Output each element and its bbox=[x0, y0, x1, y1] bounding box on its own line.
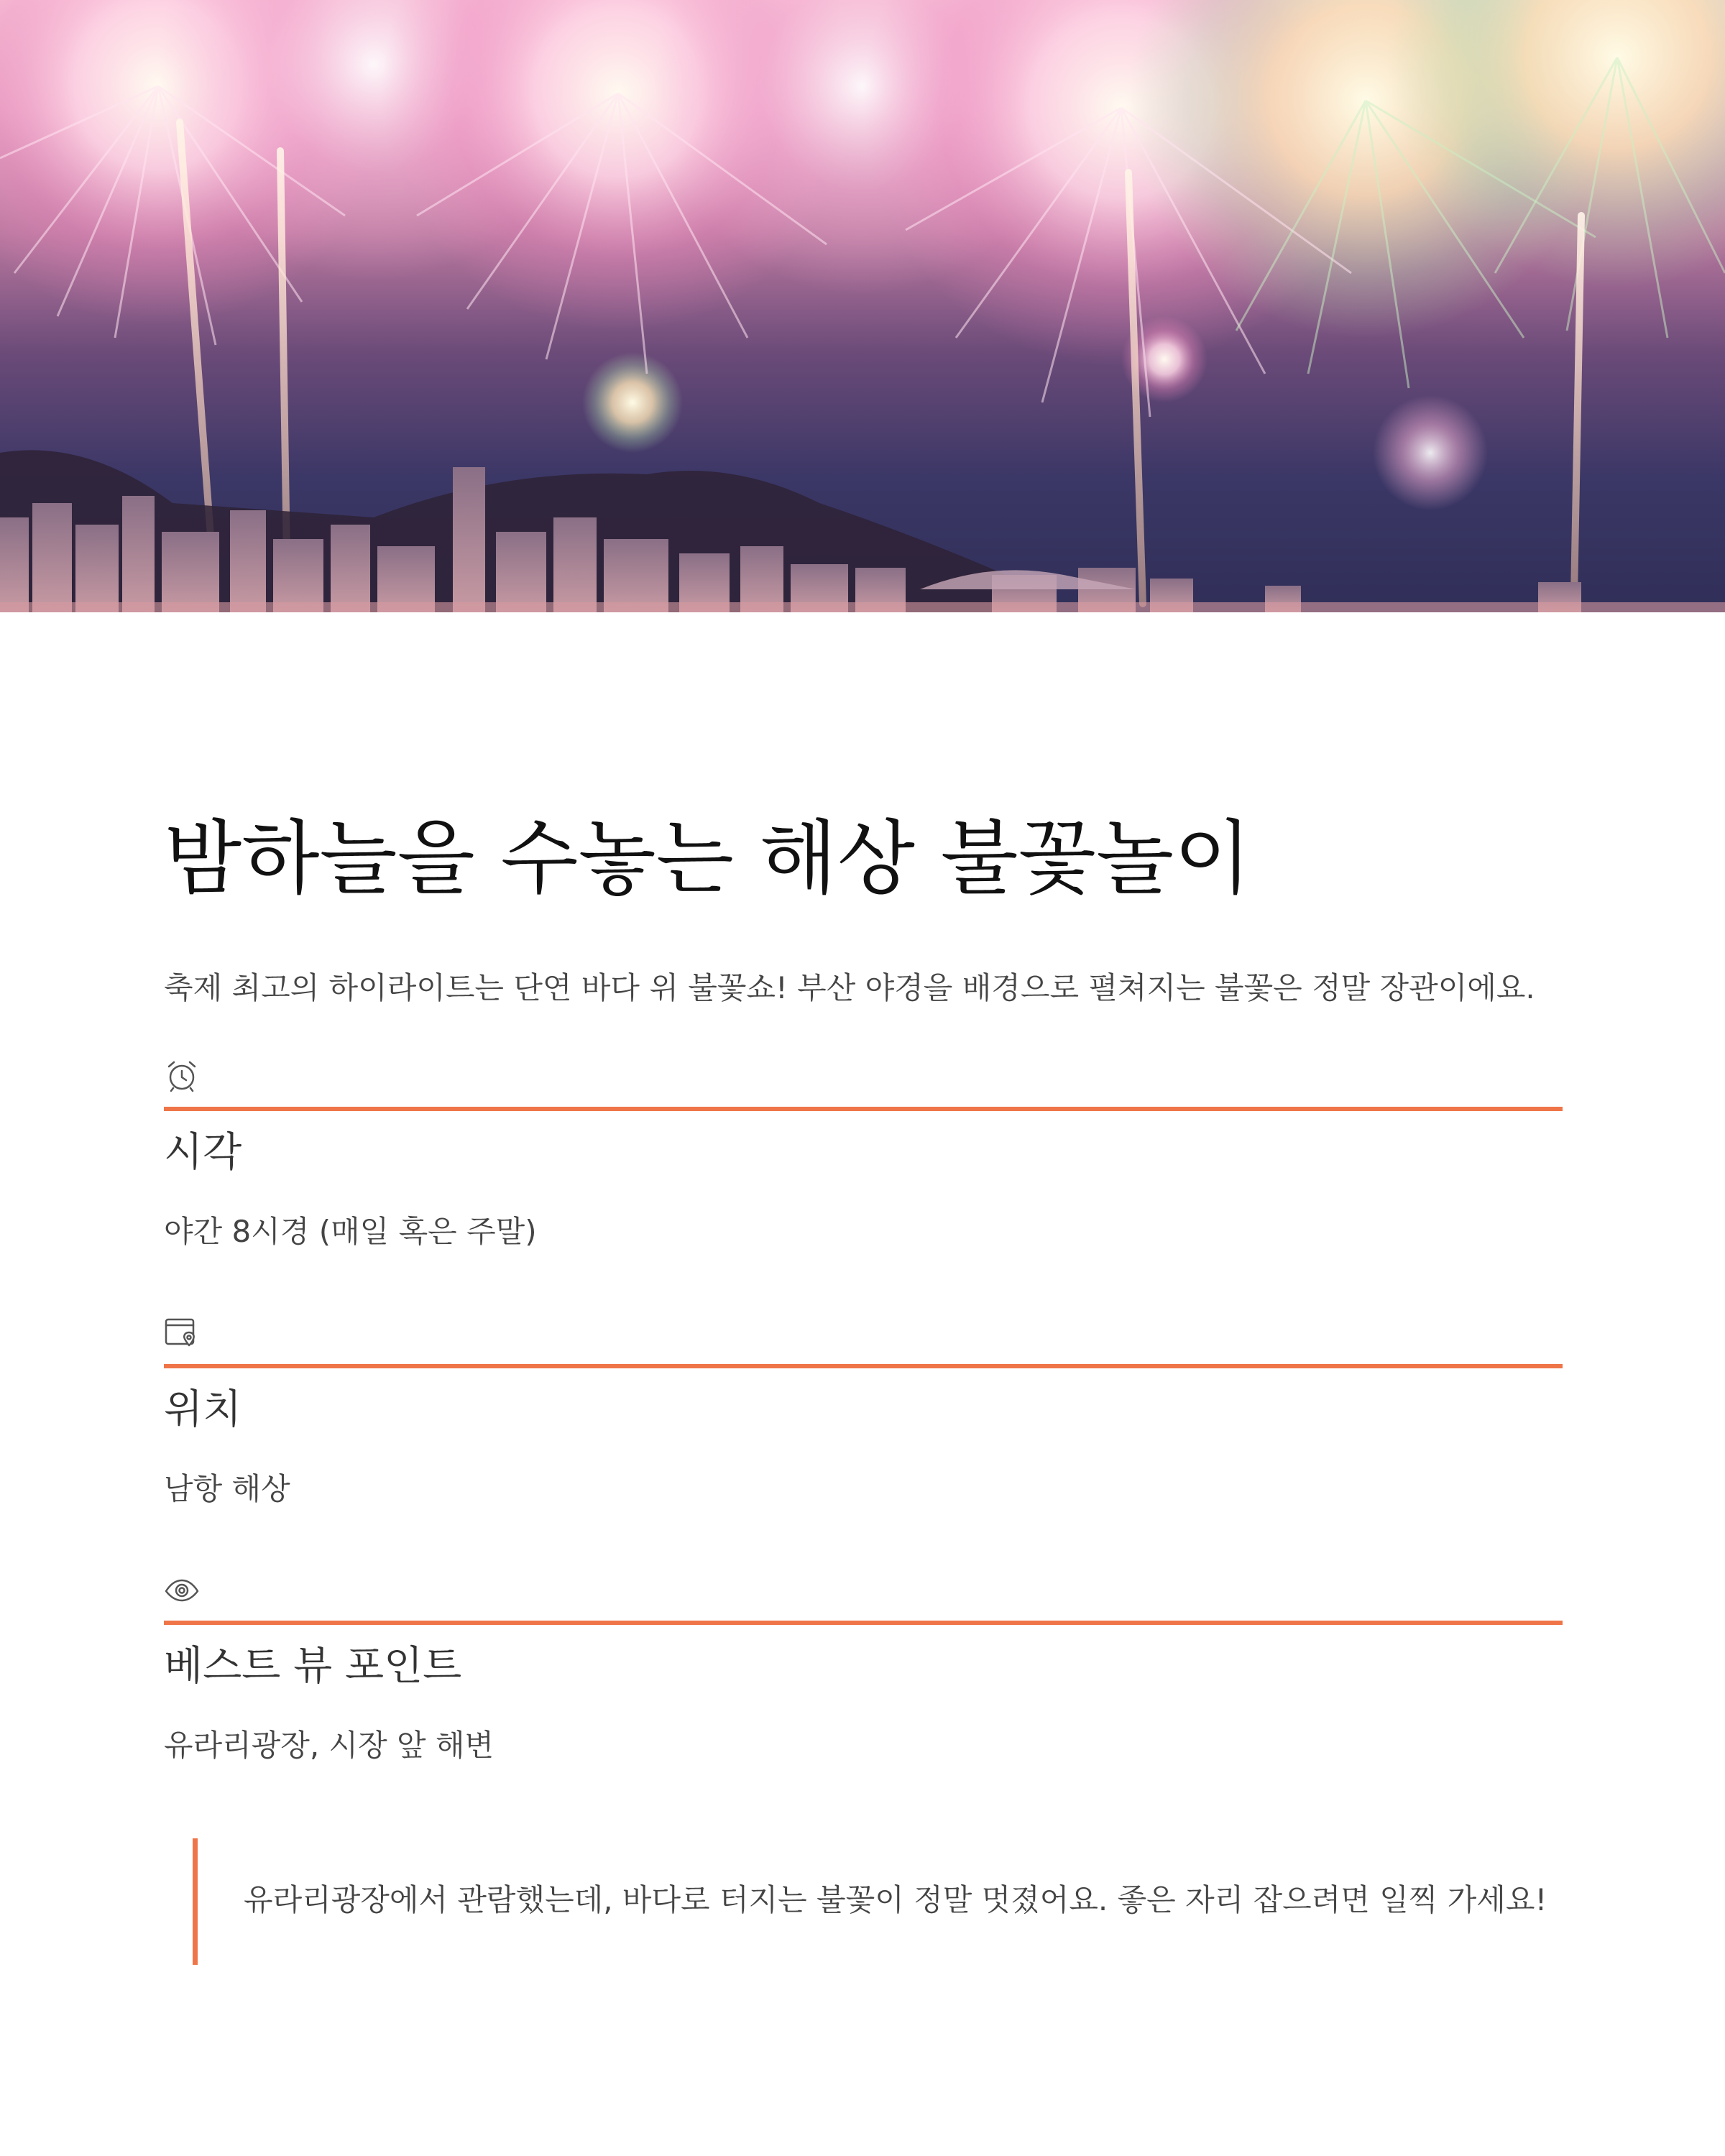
quote-text: 유라리광장에서 관람했는데, 바다로 터지는 불꽃이 정말 멋졌어요. 좋은 자리 잡으려면 일찍 가세요! bbox=[244, 1882, 1547, 1917]
eye-icon bbox=[164, 1572, 200, 1608]
section-divider bbox=[164, 1621, 1563, 1625]
detail-label: 위치 bbox=[164, 1386, 242, 1433]
detail-value: 유라리광장, 시장 앞 해변 bbox=[164, 1728, 494, 1763]
article-intro: 축제 최고의 하이라이트는 단연 바다 위 불꽃쇼! 부산 야경을 배경으로 펼쳐지는 불꽃은 정말 장관이에요. bbox=[164, 970, 1535, 1005]
visitor-quote bbox=[193, 1838, 1591, 1965]
detail-value: 남항 해상 bbox=[164, 1471, 290, 1506]
section-divider bbox=[164, 1107, 1563, 1111]
section-divider bbox=[164, 1364, 1563, 1368]
detail-label: 베스트 뷰 포인트 bbox=[164, 1643, 462, 1690]
detail-label: 시각 bbox=[164, 1129, 242, 1176]
page-title: 밤하늘을 수놓는 해상 불꽃놀이 bbox=[164, 812, 1252, 906]
map-location-icon bbox=[164, 1315, 200, 1351]
detail-value: 야간 8시경 (매일 혹은 주말) bbox=[164, 1214, 537, 1249]
fireworks-illustration bbox=[0, 0, 1725, 612]
alarm-clock-icon bbox=[164, 1058, 200, 1094]
hero-image bbox=[0, 0, 1725, 612]
